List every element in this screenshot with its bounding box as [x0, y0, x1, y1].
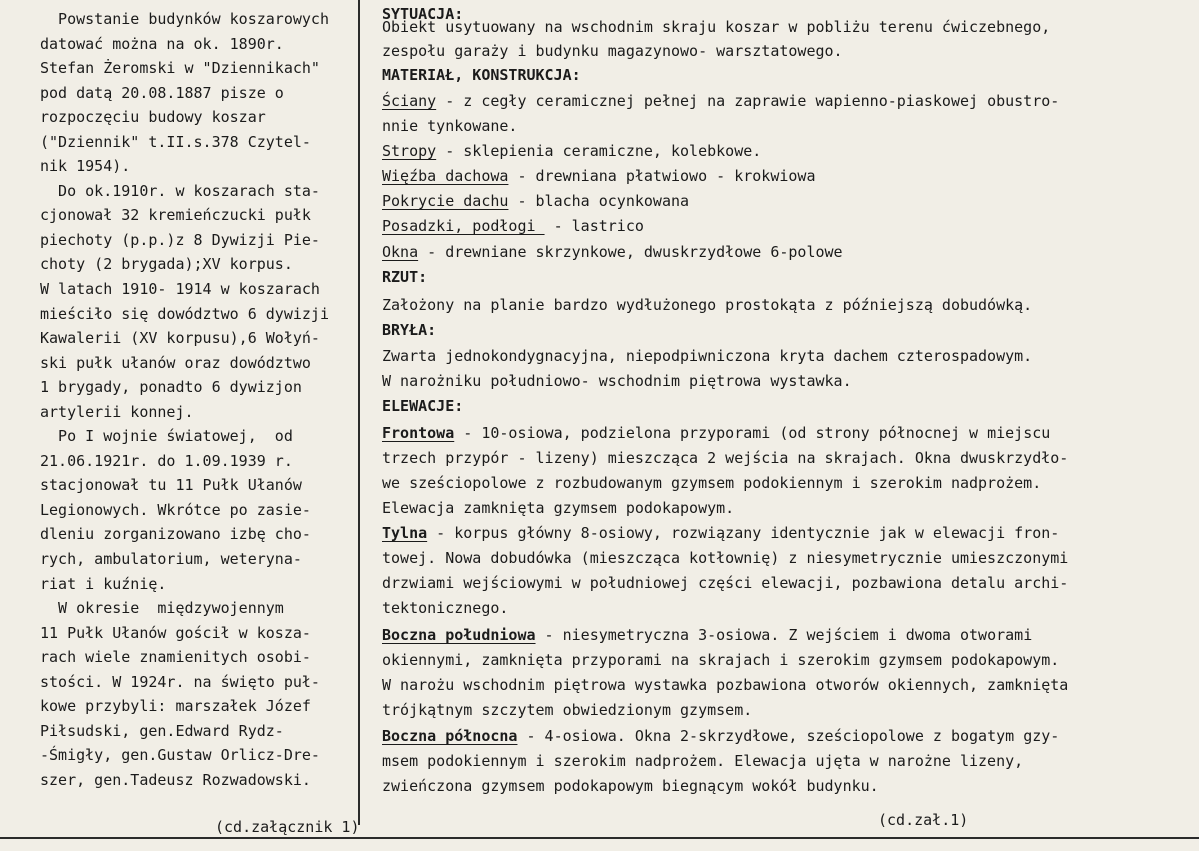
section-heading-elewacje: ELEWACJE: — [382, 397, 464, 415]
left-text-line: ("Dziennik" t.II.s.378 Czytel- — [40, 132, 311, 151]
boczna-poludniowa-line-2: okiennymi, zamknięta przyporami na skrajach i szerokim gzymsem podokapowym. — [382, 651, 1060, 669]
frontowa-line-2: trzech przypór - lizeny) mieszcząca 2 wejścia na skrajach. Okna dwuskrzydło- — [382, 449, 1069, 467]
pokrycie-label: Pokrycie dachu — [382, 192, 509, 210]
left-text-line: datować można na ok. 1890r. — [40, 34, 284, 53]
okna-label: Okna — [382, 243, 419, 261]
left-text-line: Piłsudski, gen.Edward Rydz- — [40, 721, 284, 740]
left-text-line: dleniu zorganizowano izbę cho- — [40, 525, 311, 544]
posadzki-label: Posadzki, podłogi — [382, 217, 545, 235]
left-text-line: rach wiele znamienitych osobi- — [40, 648, 311, 667]
tylna-line-2: towej. Nowa dobudówka (mieszcząca kotłownię) z niesymetrycznie umieszczonymi — [382, 549, 1069, 567]
left-text-line: Powstanie budynków koszarowych — [40, 10, 329, 28]
pokrycie-text: - blacha ocynkowana — [508, 192, 690, 210]
rzut-line-1: Założony na planie bardzo wydłużonego prostokąta z późniejszą dobudówką. — [382, 296, 1033, 314]
sciany-label: Ściany — [382, 92, 437, 110]
left-text-line: Do ok.1910r. w koszarach sta- — [40, 181, 320, 200]
stropy-line — [382, 142, 761, 160]
left-text-line: choty (2 brygada);XV korpus. — [40, 255, 293, 274]
boczna-poludniowa-text: - niesymetryczna 3-osiowa. Z wejściem i dwoma otworami — [535, 626, 1033, 644]
left-text-line: Po I wojnie światowej, od — [40, 427, 293, 446]
left-text-line: szer, gen.Tadeusz Rozwadowski. — [40, 770, 311, 789]
left-text-line: W latach 1910- 1914 w koszarach — [40, 280, 320, 299]
left-text-line: ski pułk ułanów oraz dowództwo — [40, 353, 311, 372]
left-text-line: Stefan Żeromski w "Dziennikach" — [40, 59, 320, 78]
left-text-line: W okresie międzywojennym — [40, 599, 284, 618]
tylna-text: - korpus główny 8-osiowy, rozwiązany identycznie jak w elewacji fron- — [427, 524, 1060, 542]
boczna-polnocna-line-3: zwieńczona gzymsem podokapowym biegnącym wokół budynku. — [382, 777, 879, 795]
boczna-poludniowa-label: Boczna południowa — [382, 626, 536, 644]
boczna-polnocna-line-1 — [382, 727, 1059, 745]
wiezba-line — [382, 167, 815, 185]
tylna-line-4: tektonicznego. — [382, 599, 509, 617]
boczna-poludniowa-line-1 — [382, 626, 1032, 644]
left-text-line: stacjonował tu 11 Pułk Ułanów — [40, 476, 302, 495]
stropy-text: - sklepienia ceramiczne, kolebkowe. — [436, 142, 762, 160]
stropy-label: Stropy — [382, 142, 437, 160]
left-text-line: Legionowych. Wkrótce po zasie- — [40, 500, 311, 519]
sciany-line — [382, 92, 1059, 110]
bottom-rule — [0, 837, 1199, 839]
tylna-label: Tylna — [382, 524, 428, 542]
left-text-line: piechoty (p.p.)z 8 Dywizji Pie- — [40, 230, 320, 249]
bryla-line-2: W narożniku południowo- wschodnim piętrowa wystawka. — [382, 372, 852, 390]
left-text-line: -Śmigły, gen.Gustaw Orlicz-Dre- — [40, 746, 320, 765]
left-text-line: 1 brygady, ponadto 6 dywizjon — [40, 378, 302, 397]
left-text-line: stości. W 1924r. na święto puł- — [40, 672, 320, 691]
boczna-poludniowa-line-4: trójkątnym szczytem obwiedzionym gzymsem. — [382, 701, 753, 719]
boczna-polnocna-line-2: msem podokiennym i szerokim nadprożem. Elewacja ujęta w narożne lizeny, — [382, 752, 1024, 770]
left-column — [0, 0, 360, 825]
left-column-text — [40, 7, 358, 793]
frontowa-text: - 10-osiowa, podzielona przyporami (od strony północnej w miejscu — [454, 424, 1051, 442]
tylna-line-1 — [382, 524, 1059, 542]
boczna-poludniowa-line-3: W narożu wschodnim piętrowa wystawka pozbawiona otworów okiennych, zamknięta — [382, 676, 1069, 694]
posadzki-line — [382, 217, 644, 235]
left-text-line: 21.06.1921r. do 1.09.1939 r. — [40, 451, 293, 470]
left-text-line: kowe przybyli: marszałek Józef — [40, 697, 311, 716]
section-heading-bryla: BRYŁA: — [382, 321, 437, 339]
tylna-line-3: drzwiami wejściowymi w południowej części elewacji, pozbawiona detalu archi- — [382, 574, 1069, 592]
pokrycie-line — [382, 192, 689, 210]
bryla-line-1: Zwarta jednokondygnacyjna, niepodpiwniczona kryta dachem czterospadowym. — [382, 347, 1033, 365]
left-text-line: Kawalerii (XV korpusu),6 Wołyń- — [40, 329, 320, 348]
left-text-line: mieściło się dowództwo 6 dywizji — [40, 304, 329, 323]
left-text-line: rych, ambulatorium, weteryna- — [40, 550, 302, 569]
frontowa-line-3: we sześciopolowe z rozbudowanym gzymsem podokiennym i szerokim nadprożem. — [382, 474, 1042, 492]
sciany-continuation: nnie tynkowane. — [382, 117, 518, 135]
wiezba-text: - drewniana płatwiowo - krokwiowa — [508, 167, 816, 185]
wiezba-label: Więźba dachowa — [382, 167, 509, 185]
boczna-polnocna-text: - 4-osiowa. Okna 2-skrzydłowe, sześciopolowe z bogatym gzy- — [517, 727, 1060, 745]
frontowa-line-4: Elewacja zamknięta gzymsem podokapowym. — [382, 499, 735, 517]
frontowa-label: Frontowa — [382, 424, 455, 442]
left-text-line: nik 1954). — [40, 157, 131, 176]
sciany-text: - z cegły ceramicznej pełnej na zaprawie wapienno-piaskowej obustro- — [436, 92, 1060, 110]
sytuacja-line-1: Obiekt usytuowany na wschodnim skraju koszar w pobliżu terenu ćwiczebnego, — [382, 18, 1051, 36]
left-text-line: 11 Pułk Ułanów gościł w kosza- — [40, 623, 311, 642]
left-text-line: rozpoczęciu budowy koszar — [40, 108, 266, 127]
okna-line — [382, 243, 843, 261]
right-footer-note: (cd.zał.1) — [878, 811, 969, 829]
left-text-line: riat i kuźnię. — [40, 574, 167, 593]
left-footer-note: (cd.załącznik 1) — [215, 818, 360, 836]
left-text-line: artylerii konnej. — [40, 402, 194, 421]
section-heading-sytuacja: SYTUACJA: — [382, 5, 464, 23]
left-text-line: cjonował 32 kremieńczucki pułk — [40, 206, 311, 225]
okna-text: - drewniane skrzynkowe, dwuskrzydłowe 6-polowe — [418, 243, 843, 261]
frontowa-line-1 — [382, 424, 1050, 442]
section-heading-rzut: RZUT: — [382, 268, 428, 286]
boczna-polnocna-label: Boczna północna — [382, 727, 518, 745]
posadzki-text: - lastrico — [544, 217, 644, 235]
sytuacja-line-2: zespołu garaży i budynku magazynowo- warsztatowego. — [382, 42, 843, 60]
section-heading-material: MATERIAŁ, KONSTRUKCJA: — [382, 66, 581, 84]
left-text-line: pod datą 20.08.1887 pisze o — [40, 83, 284, 102]
